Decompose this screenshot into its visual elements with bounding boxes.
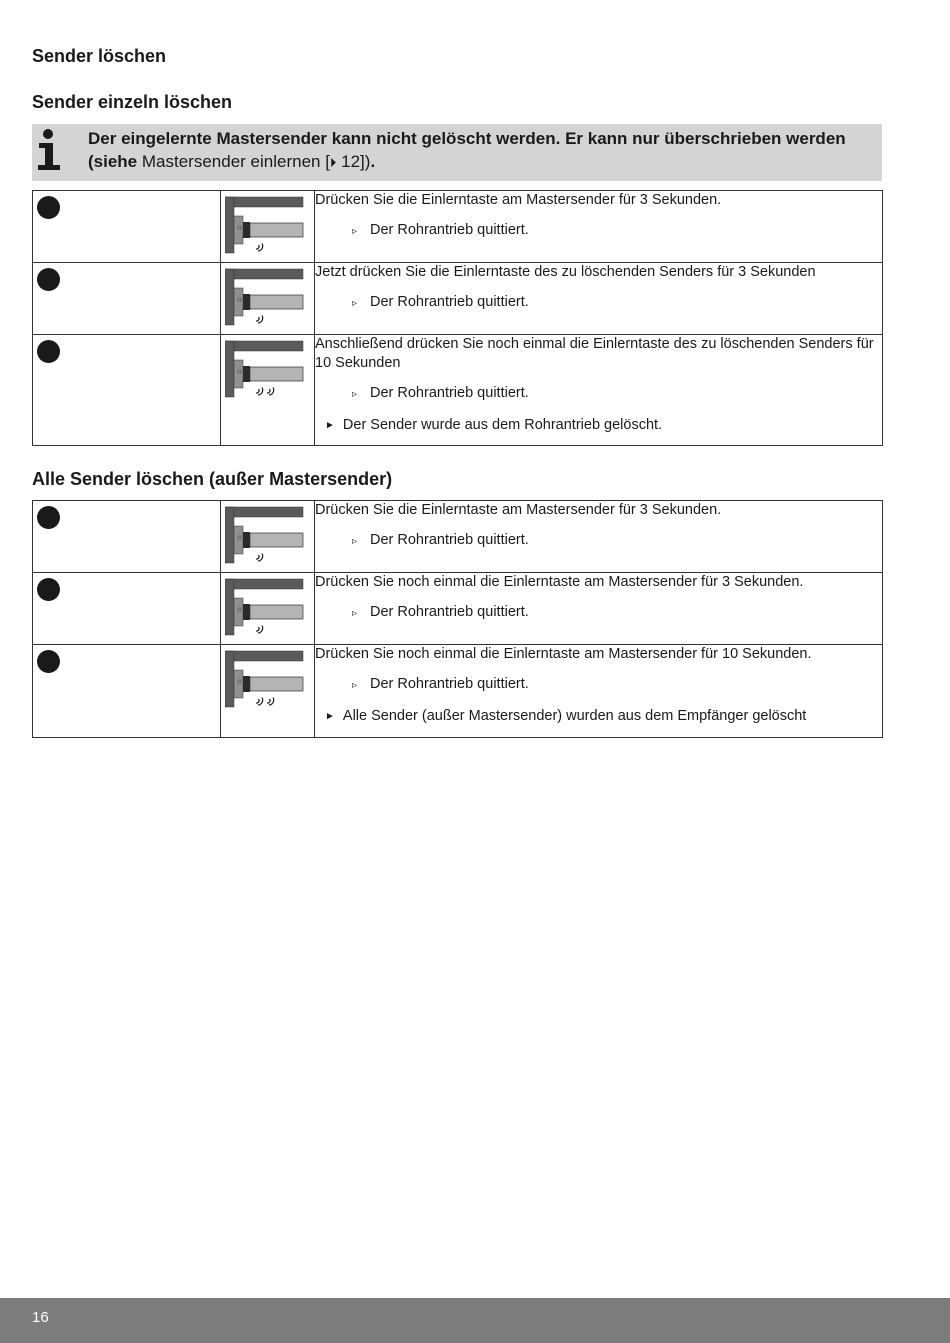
play-arrow-icon: ⏵ (329, 155, 337, 170)
table-row (33, 573, 883, 645)
table-row (33, 263, 883, 335)
result-marker-icon: ▹ (352, 298, 358, 309)
steps-table-all (32, 500, 883, 738)
final-result-line (315, 707, 882, 727)
page-number: 16 (32, 1309, 49, 1326)
result-line (315, 531, 882, 550)
result-text: Der Rohrantrieb quittiert. (370, 385, 529, 401)
step-number-cell (33, 263, 221, 335)
result-text: Der Rohrantrieb quittiert. (370, 532, 529, 548)
final-result-line (315, 416, 882, 436)
instruction-text: Drücken Sie die Einlerntaste am Mastersender für 3 Sekunden. (315, 192, 722, 208)
tube-motor-double-signal-icon (225, 649, 305, 709)
tube-motor-signal-icon (225, 505, 305, 565)
result-line (315, 675, 882, 694)
info-text (88, 127, 868, 174)
result-text: Der Rohrantrieb quittiert. (370, 604, 529, 620)
step-number-cell (33, 501, 221, 573)
info-end: . (370, 152, 376, 171)
result-marker-icon: ▹ (352, 226, 358, 237)
final-marker-icon: ► (325, 420, 335, 431)
step-dot-icon (37, 650, 60, 673)
result-line (315, 603, 882, 622)
tube-motor-signal-icon (225, 577, 305, 637)
step-dot-icon (37, 196, 60, 219)
result-marker-icon: ▹ (352, 389, 358, 400)
instruction-text: Jetzt drücken Sie die Einlerntaste des zu löschenden Senders für 3 Sekunden (315, 264, 816, 280)
image-cell (221, 501, 315, 573)
info-link-page: 12]) (336, 152, 371, 171)
result-line (315, 384, 882, 403)
page-footer (0, 1298, 950, 1343)
final-marker-icon: ► (325, 711, 335, 722)
info-bold-text: Der eingelernte Mastersender kann nicht gelöscht werden. Er kann nur überschrieben werden (siehe (88, 129, 846, 171)
table-row (33, 501, 883, 573)
info-box (32, 124, 882, 181)
tube-motor-double-signal-icon (225, 339, 305, 399)
image-cell (221, 191, 315, 263)
step-number-cell (33, 573, 221, 645)
image-cell (221, 263, 315, 335)
step-dot-icon (37, 340, 60, 363)
result-marker-icon: ▹ (352, 680, 358, 691)
final-result-text: Alle Sender (außer Mastersender) wurden aus dem Empfänger gelöscht (342, 708, 807, 724)
section-heading-single: Sender einzeln löschen (32, 92, 233, 112)
image-cell (221, 335, 315, 446)
image-cell (221, 645, 315, 738)
info-link[interactable] (142, 152, 371, 171)
steps-table-single (32, 190, 883, 446)
step-dot-icon (37, 506, 60, 529)
section-heading-all: Alle Sender löschen (außer Mastersender) (32, 469, 393, 489)
instruction-cell (315, 501, 883, 573)
tube-motor-signal-icon (225, 267, 305, 327)
result-text: Der Rohrantrieb quittiert. (370, 294, 529, 310)
table-row (33, 645, 883, 738)
table-row (33, 191, 883, 263)
result-text: Der Rohrantrieb quittiert. (370, 676, 529, 692)
instruction-cell (315, 263, 883, 335)
instruction-text: Drücken Sie die Einlerntaste am Mastersender für 3 Sekunden. (315, 502, 722, 518)
result-marker-icon: ▹ (352, 536, 358, 547)
instruction-cell (315, 573, 883, 645)
result-text: Der Rohrantrieb quittiert. (370, 222, 529, 238)
table-row (33, 335, 883, 446)
tube-motor-signal-icon (225, 195, 305, 255)
instruction-text: Drücken Sie noch einmal die Einlerntaste am Mastersender für 10 Sekunden. (315, 646, 812, 662)
step-dot-icon (37, 268, 60, 291)
result-line (315, 293, 882, 312)
page-heading: Sender löschen (32, 46, 167, 66)
step-number-cell (33, 335, 221, 446)
result-line (315, 221, 882, 240)
final-result-text: Der Sender wurde aus dem Rohrantrieb gelöscht. (342, 417, 663, 433)
instruction-text: Anschließend drücken Sie noch einmal die Einlerntaste des zu löschenden Senders für 10 Sekunden (315, 336, 874, 371)
image-cell (221, 573, 315, 645)
info-link-label: Mastersender einlernen [ (141, 152, 330, 171)
instruction-text: Drücken Sie noch einmal die Einlerntaste am Mastersender für 3 Sekunden. (315, 574, 804, 590)
info-icon (36, 129, 62, 171)
step-number-cell (33, 191, 221, 263)
step-number-cell (33, 645, 221, 738)
instruction-cell (315, 335, 883, 446)
instruction-cell (315, 645, 883, 738)
result-marker-icon: ▹ (352, 608, 358, 619)
instruction-cell (315, 191, 883, 263)
step-dot-icon (37, 578, 60, 601)
